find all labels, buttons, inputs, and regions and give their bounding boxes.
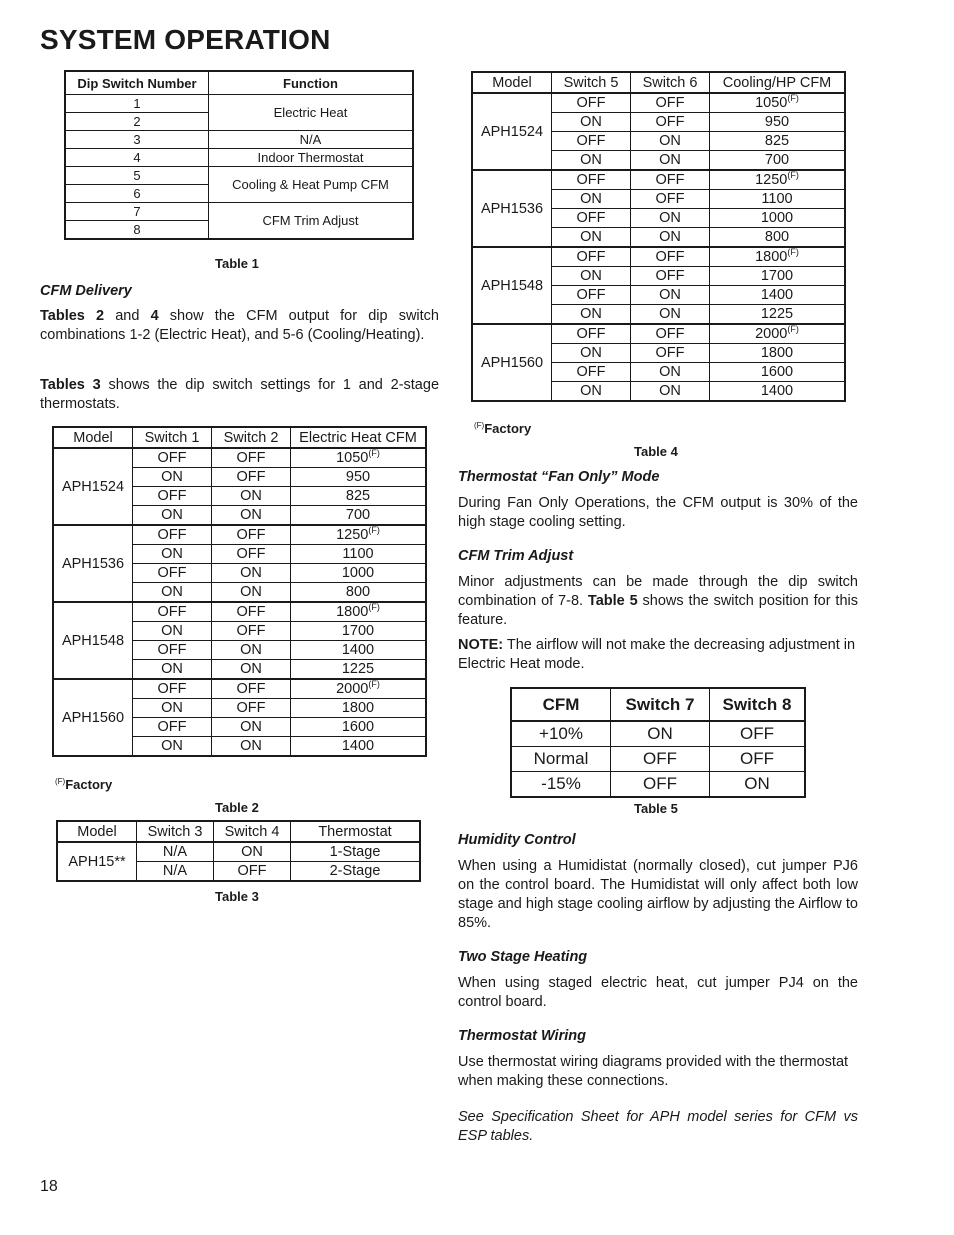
table4-cell: OFF	[631, 247, 710, 267]
table2-cell: ON	[133, 660, 212, 680]
table4-cell: OFF	[552, 132, 631, 151]
table2-cell: ON	[133, 583, 212, 603]
table4-cfm-cell: 1400	[710, 286, 846, 305]
table4-cell: ON	[552, 305, 631, 325]
table2-model: APH1536	[53, 525, 133, 602]
table1-function: N/A	[209, 131, 414, 149]
table5-caption: Table 5	[634, 801, 678, 816]
cfm-delivery-heading: CFM Delivery	[40, 283, 132, 299]
table2-cell: ON	[133, 699, 212, 718]
table2-cell: OFF	[212, 468, 291, 487]
table4-cfm-cell: 1400	[710, 382, 846, 402]
factory-mark: (F)	[787, 93, 799, 103]
humidity-text: When using a Humidistat (normally closed), cut jumper PJ6 on the control board. The Humidistat will only affect both low stage and high stage cooling airflow by adjusting the Airflow to 85%.	[458, 858, 858, 931]
table2-footnote: $^{(F)}$Factory	[55, 777, 113, 792]
table4-cfm-cell: 825	[710, 132, 846, 151]
table2-cfm-cell: 950	[291, 468, 427, 487]
table2-cell: ON	[212, 583, 291, 603]
table3-cell: N/A	[137, 842, 214, 862]
table1-switch: 7	[65, 203, 209, 221]
table2-cfm-cell: $2000^{(F)}$	[291, 679, 427, 699]
table4-cell: OFF	[552, 247, 631, 267]
table2-cfm-cell: $1800^{(F)}$	[291, 602, 427, 622]
factory-mark: (F)	[787, 324, 799, 334]
table4-cell: ON	[631, 363, 710, 382]
table4-model: APH1524	[472, 93, 552, 170]
table2-cell: OFF	[212, 679, 291, 699]
table5-cell: OFF	[710, 747, 806, 772]
table2-cell: OFF	[133, 718, 212, 737]
table2-header: Switch 2	[212, 427, 291, 448]
table2-cell: OFF	[133, 525, 212, 545]
table1-switch: 6	[65, 185, 209, 203]
factory-mark: (F)	[368, 448, 380, 458]
factory-mark: (F)	[787, 170, 799, 180]
table2-model: APH1548	[53, 602, 133, 679]
table3-header: Switch 4	[214, 821, 291, 842]
table4-cell: ON	[552, 113, 631, 132]
table1-header-switch: Dip Switch Number	[65, 71, 209, 95]
table3-cell: N/A	[137, 862, 214, 882]
table2-cell: ON	[133, 545, 212, 564]
table2-cell: OFF	[212, 545, 291, 564]
table4-cell: ON	[631, 132, 710, 151]
table2-cell: ON	[212, 718, 291, 737]
table3-model: APH15**	[57, 842, 137, 881]
table2-row	[53, 448, 426, 468]
tables3-paragraph: Tables 3 shows the dip switch settings for 1 and 2-stage thermostats.	[40, 377, 440, 412]
two-stage-heading: Two Stage Heating	[458, 949, 588, 965]
table1-caption: Table 1	[215, 256, 259, 271]
table4-cfm-cell: $1050^{(F)}$	[710, 93, 846, 113]
thermostat-stage-table	[56, 820, 421, 882]
table4-cell: ON	[631, 151, 710, 171]
table4-cell: ON	[631, 209, 710, 228]
cfm-delivery-paragraph: Tables 2 and 4 show the CFM output for dip switch combinations 1-2 (Electric Heat), and 5-6 (Cooling/Heating).	[40, 308, 439, 343]
table4-cell: ON	[552, 151, 631, 171]
table2-cfm-cell: 1600	[291, 718, 427, 737]
table5-cell: Normal	[511, 747, 611, 772]
table4-cell: OFF	[631, 170, 710, 190]
table2-cell: ON	[212, 660, 291, 680]
table2-cell: OFF	[212, 699, 291, 718]
table2-cell: OFF	[212, 525, 291, 545]
table2-cfm-cell: 1225	[291, 660, 427, 680]
table4-cfm-cell: 700	[710, 151, 846, 171]
table2-cfm-cell: 1800	[291, 699, 427, 718]
table4-cell: ON	[552, 190, 631, 209]
table4-cell: OFF	[631, 113, 710, 132]
table4-cfm-cell: $2000^{(F)}$	[710, 324, 846, 344]
table2-cell: OFF	[133, 564, 212, 583]
table4-cfm-cell: 1100	[710, 190, 846, 209]
table1-function: CFM Trim Adjust	[209, 203, 414, 240]
table3-header: Switch 3	[137, 821, 214, 842]
table4-cell: ON	[631, 228, 710, 248]
factory-mark: (F)	[368, 602, 380, 612]
table4-cfm-cell: 1225	[710, 305, 846, 325]
table2-cfm-cell: 700	[291, 506, 427, 526]
table2-cell: ON	[133, 468, 212, 487]
factory-mark: (F)	[368, 679, 380, 689]
table4-row	[472, 247, 845, 267]
table4-caption: Table 4	[634, 444, 678, 459]
table5-cell: ON	[710, 772, 806, 798]
table1-function: Indoor Thermostat	[209, 149, 414, 167]
table2-row	[53, 602, 426, 622]
table4-cell: ON	[631, 286, 710, 305]
table2-model: APH1524	[53, 448, 133, 525]
table2-header: Switch 1	[133, 427, 212, 448]
table4-cell: OFF	[552, 324, 631, 344]
table1-switch: 8	[65, 221, 209, 240]
table2-cell: OFF	[133, 641, 212, 660]
table4-cell: OFF	[631, 93, 710, 113]
table1-switch: 1	[65, 95, 209, 113]
table1-switch: 3	[65, 131, 209, 149]
table4-cell: OFF	[552, 286, 631, 305]
table1-switch: 5	[65, 167, 209, 185]
table4-header: Model	[472, 72, 552, 93]
table4-header: Switch 5	[552, 72, 631, 93]
fan-only-heading: Thermostat “Fan Only” Mode	[458, 469, 660, 485]
fan-only-text: During Fan Only Operations, the CFM output is 30% of the high stage cooling setting.	[458, 495, 858, 530]
table4-cell: OFF	[552, 93, 631, 113]
table2-cfm-cell: 1100	[291, 545, 427, 564]
table2-cfm-cell: 1400	[291, 641, 427, 660]
factory-mark: (F)	[787, 247, 799, 257]
table2-cfm-cell: 1000	[291, 564, 427, 583]
table5-cell: OFF	[611, 747, 710, 772]
table3-header: Thermostat	[291, 821, 421, 842]
table2-cfm-cell: $1050^{(F)}$	[291, 448, 427, 468]
table4-cell: OFF	[631, 344, 710, 363]
humidity-heading: Humidity Control	[458, 832, 576, 848]
table4-cfm-cell: 950	[710, 113, 846, 132]
table2-row	[53, 525, 426, 545]
table4-cell: OFF	[552, 209, 631, 228]
table4-cfm-cell: 1800	[710, 344, 846, 363]
table5-cell: ON	[611, 721, 710, 747]
table2-cell: OFF	[133, 448, 212, 468]
table2-cell: OFF	[212, 448, 291, 468]
table4-cell: OFF	[552, 363, 631, 382]
table4-header: Switch 6	[631, 72, 710, 93]
table3-cell: 1-Stage	[291, 842, 421, 862]
table4-cfm-cell: $1250^{(F)}$	[710, 170, 846, 190]
trim-text: Minor adjustments can be made through the dip switch combination of 7-8. Table 5 shows the switch position for this feature.	[458, 574, 858, 628]
table2-cell: OFF	[212, 602, 291, 622]
electric-heat-cfm-table	[52, 426, 427, 757]
table5-header: Switch 7	[611, 688, 710, 721]
table4-cell: ON	[552, 344, 631, 363]
dip-switch-function-table	[64, 70, 414, 240]
table2-cell: ON	[212, 506, 291, 526]
table4-row	[472, 93, 845, 113]
cfm-trim-table	[510, 687, 806, 798]
table4-cell: ON	[631, 305, 710, 325]
table4-cfm-cell: 800	[710, 228, 846, 248]
table1-function: Cooling & Heat Pump CFM	[209, 167, 414, 203]
table2-cfm-cell: 1400	[291, 737, 427, 757]
table5-cell: -15%	[511, 772, 611, 798]
spec-sheet-note: See Specification Sheet for APH model series for CFM vs ESP tables.	[458, 1109, 858, 1144]
wiring-text: Use thermostat wiring diagrams provided with the thermostat when making these connections.	[458, 1054, 849, 1089]
table4-cell: OFF	[631, 267, 710, 286]
table2-cell: OFF	[212, 622, 291, 641]
table2-cell: ON	[133, 506, 212, 526]
table4-row	[472, 170, 845, 190]
table2-cell: ON	[212, 564, 291, 583]
table4-cell: OFF	[631, 190, 710, 209]
factory-mark: (F)	[368, 525, 380, 535]
table2-cfm-cell: 1700	[291, 622, 427, 641]
table4-cfm-cell: 1700	[710, 267, 846, 286]
table4-model: APH1536	[472, 170, 552, 247]
table2-cfm-cell: 825	[291, 487, 427, 506]
table1-function: Electric Heat	[209, 95, 414, 131]
table5-header: CFM	[511, 688, 611, 721]
table5-header: Switch 8	[710, 688, 806, 721]
table2-cfm-cell: 800	[291, 583, 427, 603]
wiring-heading: Thermostat Wiring	[458, 1028, 586, 1044]
table1-switch: 4	[65, 149, 209, 167]
table4-cfm-cell: 1600	[710, 363, 846, 382]
page-number: 18	[40, 1178, 58, 1195]
table4-header: Cooling/HP CFM	[710, 72, 846, 93]
table4-cell: ON	[552, 382, 631, 402]
table4-cell: ON	[552, 267, 631, 286]
table2-caption: Table 2	[215, 800, 259, 815]
table5-cell: +10%	[511, 721, 611, 747]
table2-cell: OFF	[133, 602, 212, 622]
table4-model: APH1560	[472, 324, 552, 401]
table5-cell: OFF	[611, 772, 710, 798]
table4-footnote: $^{(F)}$Factory	[474, 421, 532, 436]
table2-cell: OFF	[133, 679, 212, 699]
table3-cell: ON	[214, 842, 291, 862]
table2-cell: ON	[212, 487, 291, 506]
table4-cfm-cell: 1000	[710, 209, 846, 228]
table2-model: APH1560	[53, 679, 133, 756]
table2-cell: ON	[212, 737, 291, 757]
table1-header-function: Function	[209, 71, 414, 95]
trim-heading: CFM Trim Adjust	[458, 548, 574, 564]
table2-cell: ON	[133, 737, 212, 757]
table2-cell: OFF	[133, 487, 212, 506]
table2-header: Model	[53, 427, 133, 448]
table2-cell: ON	[212, 641, 291, 660]
table1-switch: 2	[65, 113, 209, 131]
page-title: SYSTEM OPERATION	[40, 24, 331, 55]
table2-cfm-cell: $1250^{(F)}$	[291, 525, 427, 545]
table4-cfm-cell: $1800^{(F)}$	[710, 247, 846, 267]
table4-cell: ON	[552, 228, 631, 248]
table4-row	[472, 324, 845, 344]
table2-row	[53, 679, 426, 699]
table2-cell: ON	[133, 622, 212, 641]
table4-cell: OFF	[552, 170, 631, 190]
table5-cell: OFF	[710, 721, 806, 747]
two-stage-text: When using staged electric heat, cut jumper PJ4 on the control board.	[458, 975, 858, 1010]
trim-note: NOTE: The airflow will not make the decreasing adjustment in Electric Heat mode.	[458, 637, 856, 672]
cooling-hp-cfm-table	[471, 71, 846, 402]
table4-cell: OFF	[631, 324, 710, 344]
table2-header: Electric Heat CFM	[291, 427, 427, 448]
table3-caption: Table 3	[215, 889, 259, 904]
table3-header: Model	[57, 821, 137, 842]
table4-model: APH1548	[472, 247, 552, 324]
table3-cell: OFF	[214, 862, 291, 882]
table3-cell: 2-Stage	[291, 862, 421, 882]
table4-cell: ON	[631, 382, 710, 402]
